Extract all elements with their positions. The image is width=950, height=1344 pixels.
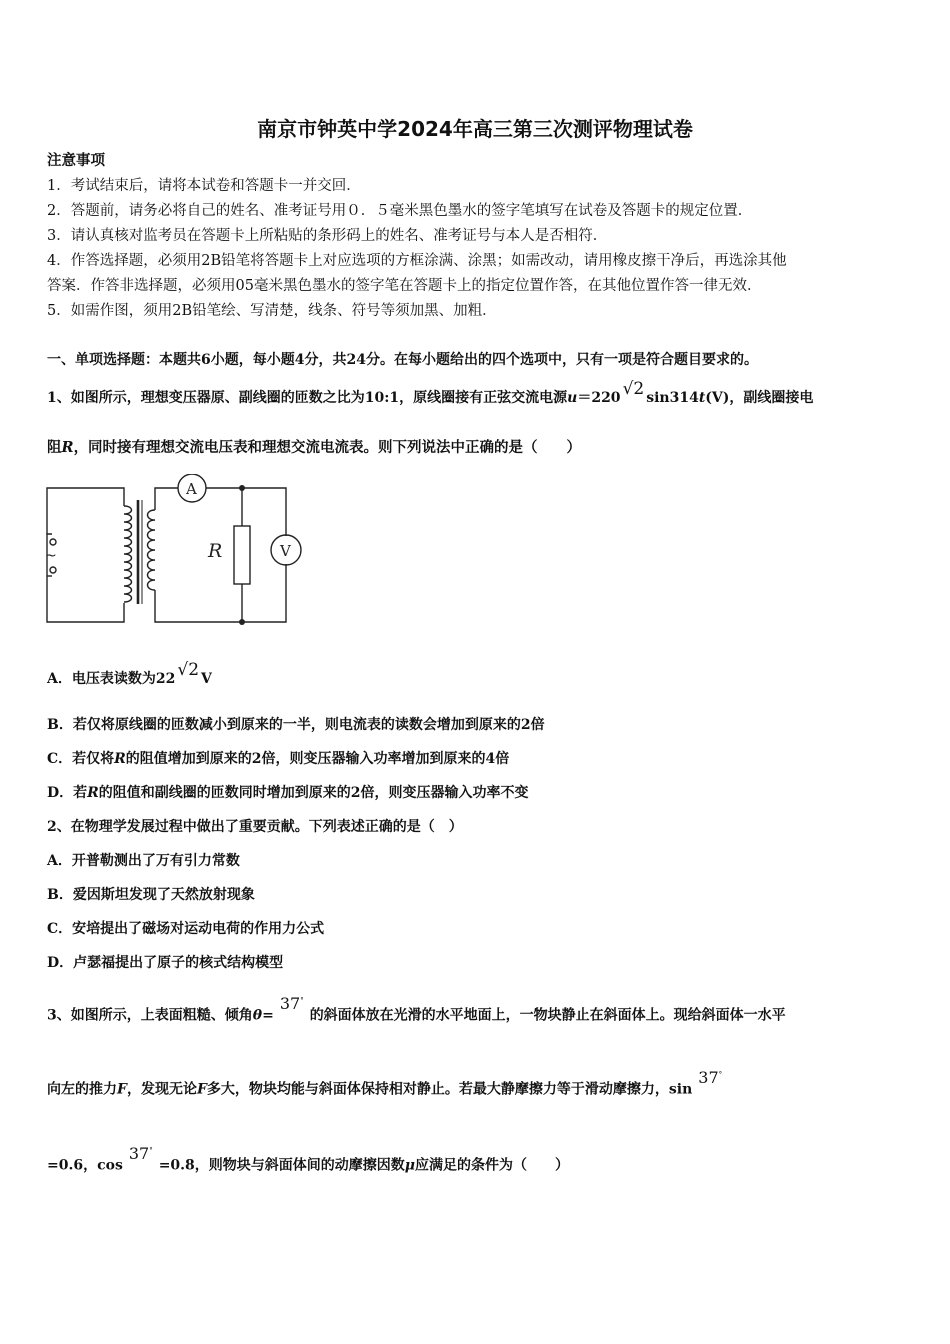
q2-stem: 2、在物理学发展过程中做出了重要贡献。下列表述正确的是（ ） bbox=[47, 819, 463, 835]
secondary-coil bbox=[148, 510, 156, 590]
q1-option-a bbox=[47, 660, 212, 688]
q1-option-d-r: R bbox=[87, 785, 99, 801]
q1-option-c bbox=[47, 750, 509, 768]
q3-sin-degree-mark: ° bbox=[718, 1071, 723, 1079]
q3-stem-a: 3、如图所示，上表面粗糙、倾角 bbox=[47, 1007, 253, 1024]
q1-eq-value: ＝220 bbox=[577, 390, 621, 406]
q3-f-var-2: F bbox=[196, 1081, 207, 1098]
ac-source-symbol: ~ bbox=[45, 548, 57, 564]
q3-cos-angle bbox=[129, 1144, 153, 1163]
q3-angle bbox=[280, 994, 304, 1013]
q3-line3-b: =0.8，则物块与斜面体间的动摩擦因数 bbox=[158, 1157, 405, 1174]
notice-item: 5．如需作图，须用2B铅笔绘、写清楚，线条、符号等须加黑、加粗． bbox=[47, 303, 497, 319]
junction-dot bbox=[239, 485, 245, 491]
q3-cos-degree-mark: ° bbox=[149, 1147, 153, 1155]
q1-option-b: B．若仅将原线圈的匝数减小到原来的一半，则电流表的读数会增加到原来的2倍 bbox=[47, 717, 545, 733]
notice-item: 答案．作答非选择题，必须用05毫米黑色墨水的签字笔在答题卡上的指定位置作答，在其他位置作答一律无效． bbox=[47, 278, 762, 294]
q1-option-d-post: 的阻值和副线圈的匝数同时增加到原来的2倍，则变压器输入功率不变 bbox=[98, 785, 529, 801]
q1-stem-text: 1、如图所示，理想变压器原、副线圈的匝数之比为10:1，原线圈接有正弦交流电源 bbox=[47, 390, 568, 406]
q2-option-d: D．卢瑟福提出了原子的核式结构模型 bbox=[47, 955, 284, 971]
q1-stem2-pre: 阻 bbox=[47, 439, 62, 456]
q3-stem-b: 的斜面体放在光滑的水平地面上，一物块静止在斜面体上。现给斜面体一水平 bbox=[309, 1007, 786, 1024]
q3-angle-value: 37 bbox=[279, 994, 301, 1014]
q1-option-c-post: 的阻值增加到原来的2倍，则变压器输入功率增加到原来的4倍 bbox=[125, 751, 510, 767]
q1-t-var: t bbox=[698, 390, 706, 406]
q1-stem-line2 bbox=[47, 439, 581, 457]
notice-item: 4．作答选择题，必须用2B铅笔将答题卡上对应选项的方框涂满、涂黑；如需改动，请用橡皮擦干净后，再选涂其他 bbox=[47, 253, 787, 269]
q3-sin-angle bbox=[698, 1068, 722, 1087]
q1-option-a-pre: A．电压表读数为22 bbox=[47, 671, 176, 687]
primary-coil bbox=[124, 506, 132, 602]
page-title: 南京市钟英中学2024年高三第三次测评物理试卷 bbox=[257, 117, 693, 141]
q1-option-d bbox=[47, 784, 529, 802]
q3-degree-mark: ° bbox=[300, 997, 304, 1005]
q1-option-a-post: V bbox=[201, 671, 212, 687]
q3-stem-line2 bbox=[47, 1068, 728, 1098]
q1-stem2-post: ，同时接有理想交流电压表和理想交流电流表。则下列说法中正确的是（ ） bbox=[73, 439, 582, 456]
q3-cos-angle-value: 37 bbox=[128, 1144, 150, 1164]
q3-stem-line1 bbox=[47, 994, 786, 1024]
q1-sin: sin314 bbox=[646, 390, 699, 406]
q3-line3-a: =0.6，cos bbox=[47, 1157, 123, 1174]
junction-dot bbox=[239, 619, 245, 625]
q1-option-c-pre: C．若仅将 bbox=[47, 751, 115, 767]
q2-option-c: C．安培提出了磁场对运动电荷的作用力公式 bbox=[47, 921, 325, 937]
notice-heading: 注意事项 bbox=[47, 152, 105, 169]
notice-item: 1．考试结束后，请将本试卷和答题卡一并交回． bbox=[47, 178, 361, 194]
q3-mu: μ bbox=[404, 1157, 416, 1174]
primary-wire-top bbox=[47, 488, 124, 534]
q3-sin-angle-value: 37 bbox=[698, 1068, 719, 1088]
q1-option-c-r: R bbox=[114, 751, 126, 767]
q1-option-d-pre: D．若 bbox=[47, 785, 88, 801]
q1-option-a-sqrt: √2 bbox=[177, 660, 200, 680]
q3-eq: = bbox=[262, 1007, 274, 1024]
q3-line2-c: 多大，物块均能与斜面体保持相对静止。若最大静摩擦力等于滑动摩擦力，sin bbox=[206, 1081, 693, 1098]
resistor-symbol bbox=[234, 526, 250, 584]
ammeter-label: A bbox=[186, 480, 197, 498]
section-heading: 一、单项选择题：本题共6小题，每小题4分，共24分。在每小题给出的四个选项中，只有一项是符合题目要求的。 bbox=[47, 352, 758, 368]
q3-f-var: F bbox=[117, 1081, 127, 1098]
q3-line2-a: 向左的推力 bbox=[47, 1081, 117, 1098]
notice-item: 2．答题前，请务必将自己的姓名、准考证号用０．５毫米黑色墨水的签字笔填写在试卷及答题卡的规定位置． bbox=[47, 203, 753, 219]
primary-wire bbox=[47, 534, 124, 622]
q1-stem-line1 bbox=[47, 379, 814, 407]
transformer-circuit-diagram bbox=[40, 474, 310, 630]
q2-option-a: A．开普勒测出了万有引力常数 bbox=[47, 853, 240, 869]
q1-unit-tail: (V)，副线圈接电 bbox=[705, 390, 814, 406]
notice-item: 3．请认真核对监考员在答题卡上所粘贴的条形码上的姓名、准考证号与本人是否相符． bbox=[47, 228, 608, 244]
resistor-label: R bbox=[208, 540, 223, 562]
q3-line3-c: 应满足的条件为（ ） bbox=[415, 1157, 570, 1174]
q3-theta: θ bbox=[252, 1007, 263, 1024]
voltmeter-label: V bbox=[280, 542, 291, 560]
q2-option-b: B．爱因斯坦发现了天然放射现象 bbox=[47, 887, 255, 903]
q3-stem-line3 bbox=[47, 1144, 570, 1174]
q3-line2-b: ，发现无论 bbox=[126, 1081, 197, 1098]
q1-u-var: u bbox=[567, 390, 578, 406]
q1-sqrt: √2 bbox=[622, 379, 645, 399]
q1-r-var: R bbox=[61, 439, 74, 456]
